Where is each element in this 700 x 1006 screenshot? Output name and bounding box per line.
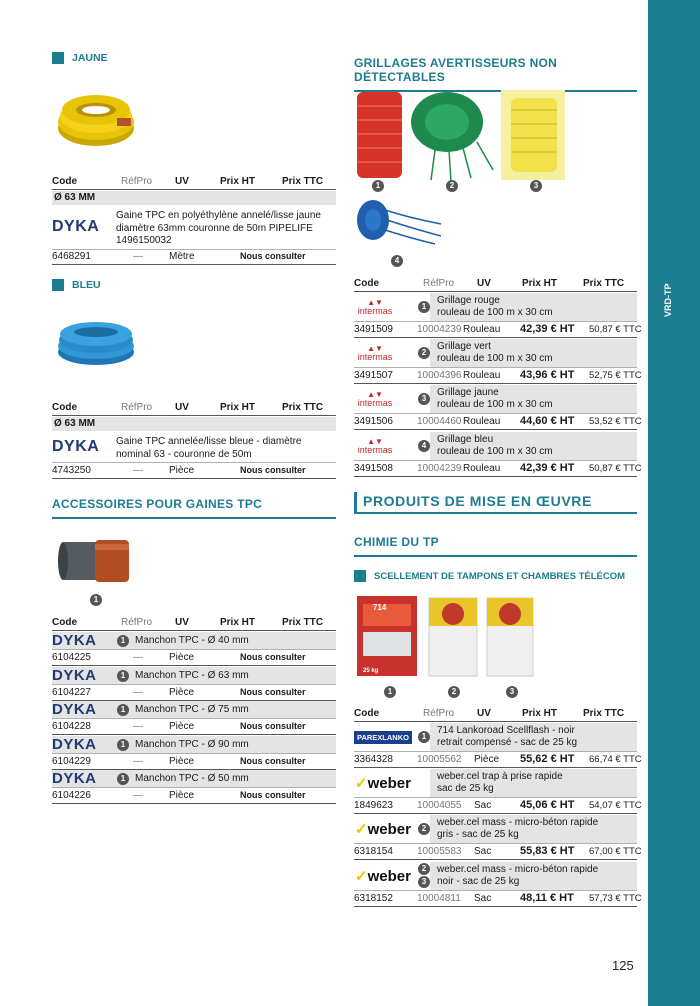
- accessory-prix: Nous consulter: [240, 790, 306, 801]
- intermas-text: intermas: [357, 398, 393, 409]
- accessory-prix: Nous consulter: [240, 652, 306, 662]
- row-end-line: [354, 337, 637, 338]
- bleu-code: 4743250: [52, 465, 91, 476]
- scellement-title: SCELLEMENT DE TAMPONS ET CHAMBRES TÉLÉCOM: [374, 570, 626, 582]
- accessory-uv: Pièce: [169, 652, 195, 663]
- marker-circle: 1: [418, 301, 430, 313]
- bleu-band: Ø 63 MM: [54, 418, 96, 429]
- section-jaune-title: [52, 52, 108, 64]
- col-prix-ht: Prix HT: [220, 176, 256, 187]
- row-divider: [354, 890, 637, 891]
- grillage-description-2: rouleau de 100 m x 30 cm: [437, 399, 553, 411]
- square-marker: [52, 52, 64, 64]
- chimie-title: CHIMIE DU TP: [354, 535, 637, 557]
- product-prix-ttc: 54,07 € TTC: [589, 800, 642, 812]
- grillage-description-1: Grillage bleu: [437, 433, 494, 445]
- row-end-line: [354, 767, 637, 768]
- marker-2: 2: [448, 686, 460, 698]
- accessory-description: Manchon TPC - Ø 75 mm: [135, 704, 249, 716]
- intermas-logo: [354, 390, 396, 408]
- accessory-refpro: —: [133, 755, 143, 767]
- marker-circle: 1: [117, 739, 129, 751]
- col-prix-ttc: Prix TTC: [282, 402, 324, 413]
- row-divider: [354, 751, 637, 752]
- weber-text: weber: [367, 821, 411, 839]
- marker-3: 3: [530, 180, 542, 192]
- jaune-description: Gaine TPC en polyéthylène annelé/lisse jaune diamètre 63mm couronne de 50m PIPELIFE 1496150032: [116, 210, 321, 246]
- intermas-mark: ▲▼: [367, 298, 383, 307]
- grillage-prix-ttc: 53,52 € TTC: [589, 416, 642, 428]
- accessory-description: Manchon TPC - Ø 40 mm: [135, 635, 249, 646]
- blue-duct-image: [55, 318, 137, 368]
- accessory-prix: Nous consulter: [240, 721, 306, 732]
- grillage-refpro: 10004460: [417, 416, 462, 428]
- grillages-image: [355, 88, 575, 186]
- weber-logo: [355, 820, 411, 838]
- dyka-logo: DYKA: [52, 218, 100, 235]
- weber-text: weber: [367, 867, 411, 885]
- col-prix-ttc: Prix TTC: [583, 708, 625, 719]
- dyka-logo: DYKA: [52, 666, 97, 684]
- marker-circle: 4: [418, 440, 430, 452]
- accessory-refpro: —: [133, 686, 143, 698]
- intermas-logo: [354, 437, 396, 455]
- col-refpro: RéfPro: [423, 708, 455, 719]
- accessory-uv: Pièce: [169, 686, 195, 698]
- col-prix-ht: Prix HT: [522, 708, 558, 719]
- intermas-logo: [354, 344, 396, 362]
- accessory-prix: Nous consulter: [240, 755, 306, 766]
- dyka-logo: DYKA: [52, 735, 97, 753]
- dyka-logo: DYKA: [52, 438, 100, 455]
- grillage-description-1: Grillage rouge: [437, 295, 500, 306]
- accessory-description: Manchon TPC - Ø 50 mm: [135, 773, 249, 785]
- marker-circle: 2: [418, 347, 430, 359]
- product-uv: Sac: [474, 800, 492, 812]
- col-code: Code: [52, 617, 77, 628]
- grillage-code: 3491509: [354, 324, 393, 335]
- bleu-title: BLEU: [72, 279, 101, 291]
- grillage-refpro: 10004239: [417, 462, 462, 474]
- grillage-description-2: rouleau de 100 m x 30 cm: [437, 307, 553, 318]
- row-divider: [354, 843, 637, 844]
- product-description-2: sac de 25 kg: [437, 783, 494, 795]
- col-prix-ht: Prix HT: [220, 402, 256, 413]
- grillage-prix-ht: 42,39 € HT: [520, 323, 575, 335]
- grillage-refpro: 10004396: [417, 370, 462, 382]
- side-label: VRD-TP: [663, 283, 673, 317]
- marker-circle: 2: [418, 863, 430, 875]
- grillage-uv: Rouleau: [463, 370, 501, 382]
- bag1-label: 714: [373, 603, 387, 612]
- col-prix-ht: Prix HT: [522, 278, 558, 289]
- accessory-uv: Pièce: [169, 721, 195, 733]
- square-marker: [354, 570, 366, 582]
- col-refpro: RéfPro: [121, 617, 153, 628]
- grillage-code: 3491506: [354, 416, 393, 428]
- marker-circle: 1: [117, 773, 129, 785]
- product-prix-ht: 45,06 € HT: [520, 799, 575, 812]
- accessory-prix: Nous consulter: [240, 686, 306, 697]
- row-divider: [354, 797, 637, 798]
- section-scellement-title: [354, 570, 625, 582]
- row-divider: [354, 367, 637, 368]
- accessory-uv: Pièce: [169, 790, 195, 802]
- col-uv: UV: [175, 402, 189, 413]
- grillage-prix-ttc: 52,75 € TTC: [589, 370, 642, 382]
- col-code: Code: [52, 176, 77, 187]
- accessory-uv: Pièce: [169, 755, 195, 767]
- marker-circle: 3: [418, 876, 430, 888]
- product-prix-ht: 55,83 € HT: [520, 845, 575, 858]
- marker-circle: 3: [418, 393, 430, 405]
- bleu-uv: Pièce: [169, 465, 195, 476]
- row-divider: [354, 460, 637, 461]
- product-uv: Sac: [474, 892, 492, 904]
- row-divider: [52, 718, 336, 719]
- side-band: [648, 0, 700, 1006]
- product-code: 6318154: [354, 846, 393, 858]
- product-refpro: 10005562: [417, 754, 462, 765]
- product-prix-ttc: 57,73 € TTC: [589, 892, 642, 904]
- jaune-refpro: —: [133, 251, 143, 262]
- marker-circle: 1: [418, 731, 430, 743]
- grillage-prix-ht: 42,39 € HT: [520, 461, 575, 474]
- grillage-description-2: rouleau de 100 m x 30 cm: [437, 353, 553, 365]
- row-divider: [354, 413, 637, 414]
- product-description-2: gris - sac de 25 kg: [437, 829, 519, 841]
- row-divider: [52, 753, 336, 754]
- row-divider: [52, 787, 336, 788]
- grillage-description-2: rouleau de 100 m x 30 cm: [437, 445, 553, 457]
- dyka-logo: DYKA: [52, 632, 97, 649]
- jaune-prix: Nous consulter: [240, 251, 306, 261]
- grillage-prix-ttc: 50,87 € TTC: [589, 324, 642, 335]
- grillage-description-1: Grillage jaune: [437, 387, 499, 399]
- col-uv: UV: [175, 176, 189, 187]
- col-uv: UV: [175, 617, 189, 628]
- grillage-code: 3491507: [354, 370, 393, 382]
- jaune-code: 6468291: [52, 251, 91, 262]
- product-prix-ttc: 67,00 € TTC: [589, 846, 642, 858]
- row-divider: [354, 321, 637, 322]
- dyka-logo: DYKA: [52, 701, 97, 719]
- col-refpro: RéfPro: [423, 278, 455, 289]
- weber-logo: [355, 774, 411, 792]
- accessory-code: 6104226: [52, 790, 91, 802]
- product-refpro: 10004811: [417, 892, 461, 904]
- marker-1: 1: [90, 594, 102, 606]
- intermas-mark: ▲▼: [367, 390, 383, 400]
- row-divider: [52, 684, 336, 685]
- marker-1: 1: [372, 180, 384, 192]
- product-prix-ht: 55,62 € HT: [520, 753, 575, 765]
- row-end-line: [52, 803, 336, 804]
- row-end-line: [354, 813, 637, 814]
- intermas-text: intermas: [357, 352, 393, 363]
- marker-circle: 1: [117, 635, 129, 647]
- grillage-uv: Rouleau: [463, 324, 501, 335]
- marker-4: 4: [391, 255, 403, 267]
- product-description-1: weber.cel trap à prise rapide: [437, 771, 563, 783]
- grillage-uv: Rouleau: [463, 416, 501, 428]
- product-refpro: 10005583: [417, 846, 462, 858]
- col-code: Code: [52, 402, 77, 413]
- col-code: Code: [354, 708, 379, 719]
- grillage-description-1: Grillage vert: [437, 341, 491, 353]
- marker-circle: 1: [117, 704, 129, 716]
- bleu-description: Gaine TPC annelée/lisse bleue - diamètre nominal 63 - couronne de 50m: [116, 436, 302, 460]
- product-code: 3364328: [354, 754, 393, 765]
- grillages-title: GRILLAGES AVERTISSEURS NON DÉTECTABLES: [354, 56, 637, 92]
- product-uv: Pièce: [474, 754, 500, 765]
- intermas-mark: ▲▼: [367, 344, 383, 354]
- product-description-1: weber.cel mass - micro-béton rapide: [437, 863, 599, 875]
- grillage-prix-ht: 43,96 € HT: [520, 369, 575, 382]
- accessory-description: Manchon TPC - Ø 90 mm: [135, 738, 249, 750]
- bleu-prix: Nous consulter: [240, 465, 306, 475]
- product-prix-ht: 48,11 € HT: [520, 891, 574, 904]
- grillage-code: 3491508: [354, 462, 393, 474]
- jaune-uv: Mètre: [169, 251, 195, 262]
- intermas-text: intermas: [357, 306, 393, 316]
- jaune-band: Ø 63 MM: [54, 192, 96, 203]
- row-divider: [52, 649, 336, 650]
- weber-tick-icon: ✓: [355, 867, 368, 885]
- marker-3: 3: [506, 686, 518, 698]
- row-end-line: [354, 906, 637, 907]
- produits-title: PRODUITS DE MISE EN ŒUVRE: [363, 493, 592, 509]
- accessory-code: 6104225: [52, 652, 91, 663]
- col-code: Code: [354, 278, 379, 289]
- grillage-prix-ht: 44,60 € HT: [520, 415, 575, 428]
- row-end-line: [354, 476, 637, 477]
- col-prix-ttc: Prix TTC: [282, 176, 324, 187]
- weber-tick-icon: ✓: [355, 821, 368, 839]
- product-code: 6318152: [354, 892, 393, 904]
- col-uv: UV: [477, 708, 491, 719]
- col-prix-ht: Prix HT: [220, 617, 256, 628]
- grillage-prix-ttc: 50,87 € TTC: [589, 462, 642, 474]
- intermas-text: intermas: [357, 444, 393, 455]
- section-bleu-title: [52, 279, 101, 291]
- produits-header: [354, 492, 637, 514]
- square-marker: [52, 279, 64, 291]
- intermas-logo: [354, 298, 396, 316]
- accessory-refpro: —: [133, 652, 143, 663]
- intermas-mark: ▲▼: [367, 436, 383, 446]
- yellow-duct-image: [55, 88, 137, 150]
- accessory-code: 6104227: [52, 686, 91, 698]
- accessory-code: 6104229: [52, 755, 91, 767]
- product-uv: Sac: [474, 846, 492, 858]
- bleu-refpro: —: [133, 465, 143, 476]
- bag1-weight: 25 kg: [363, 668, 379, 674]
- product-refpro: 10004055: [417, 800, 462, 812]
- parexlanko-logo: PAREXLANKO: [354, 731, 412, 744]
- marker-circle: 1: [117, 670, 129, 682]
- weber-text: weber: [367, 775, 411, 793]
- grillage-refpro: 10004239: [417, 324, 462, 335]
- accessory-refpro: —: [133, 790, 143, 802]
- weber-logo: [355, 867, 411, 885]
- product-code: 1849623: [354, 800, 393, 812]
- col-refpro: RéfPro: [121, 176, 153, 187]
- product-prix-ttc: 66,74 € TTC: [589, 754, 642, 765]
- col-prix-ttc: Prix TTC: [583, 278, 625, 289]
- row-end-line: [354, 859, 637, 860]
- jaune-title: JAUNE: [72, 52, 108, 64]
- row-end-line: [354, 429, 637, 430]
- blue-grillage-image: [355, 198, 445, 252]
- col-uv: UV: [477, 278, 491, 289]
- marker-circle: 2: [418, 823, 430, 835]
- product-description-2: retrait compensé - sac de 25 kg: [437, 737, 578, 748]
- manchon-image: [55, 534, 133, 588]
- col-refpro: RéfPro: [121, 402, 153, 413]
- col-prix-ttc: Prix TTC: [282, 617, 324, 628]
- weber-tick-icon: ✓: [355, 775, 368, 793]
- marker-2: 2: [446, 180, 458, 192]
- product-description-2: noir - sac de 25 kg: [437, 875, 520, 887]
- grillage-uv: Rouleau: [463, 462, 501, 474]
- dyka-logo: DYKA: [52, 770, 97, 788]
- row-end-line: [354, 383, 637, 384]
- product-description-1: weber.cel mass - micro-béton rapide: [437, 817, 599, 829]
- product-description-1: 714 Lankoroad Scellflash - noir: [437, 725, 575, 736]
- accessory-refpro: —: [133, 721, 143, 733]
- page-number: 125: [612, 958, 634, 973]
- accessory-code: 6104228: [52, 721, 91, 733]
- accessory-description: Manchon TPC - Ø 63 mm: [135, 669, 249, 681]
- accessoires-title: ACCESSOIRES POUR GAINES TPC: [52, 497, 336, 519]
- marker-1: 1: [384, 686, 396, 698]
